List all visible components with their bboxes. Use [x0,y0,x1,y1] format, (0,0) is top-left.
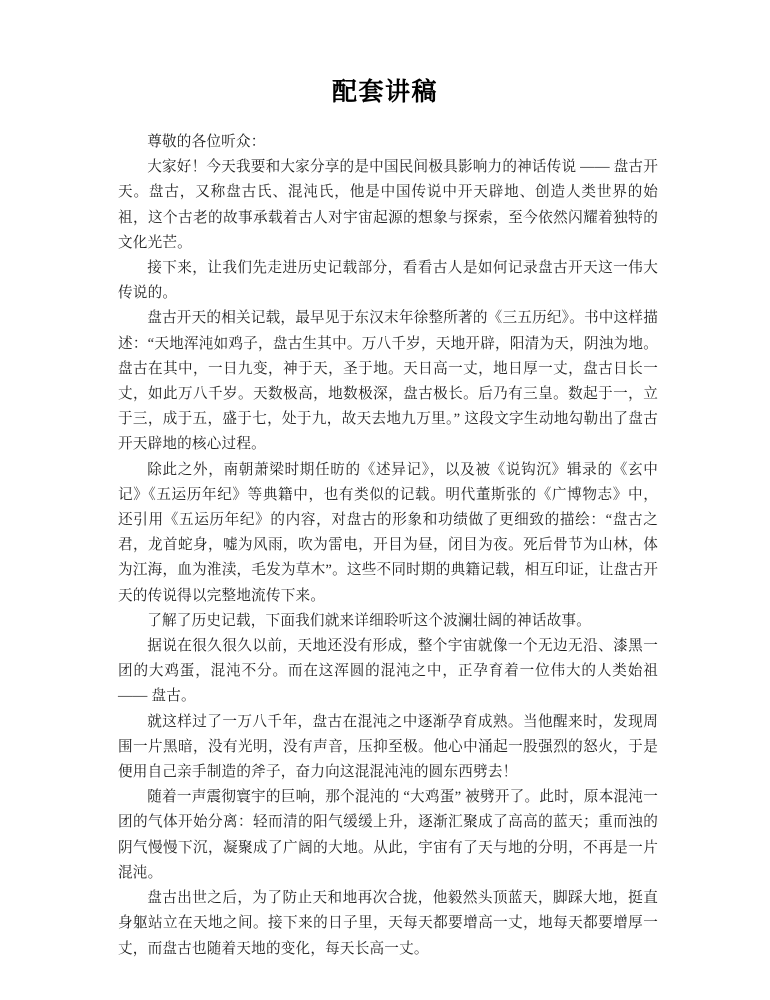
paragraph-sanwu-lizhi-record: 盘古开天的相关记载，最早见于东汉末年徐整所著的《三五历纪》。书中这样描述：“天地浑沌如鸡子，盘古生其中。万八千岁，天地开辟，阳清为天，阴浊为地。盘古在其中，一日九变，神于天，圣于地。天日高一丈，地日厚一丈，盘古日长一丈，如此万八千岁。天数极高，地数极深，盘古极长。后乃有三皇。数起于一，立于三，成于五，盛于七，处于九，故天去地九万里。” 这段文字生动地勾勒出了盘古开天辟地的核心过程。 [118,310,658,453]
paragraph-transition-history: 接下来，让我们先走进历史记载部分，看看古人是如何记录盘古开天这一伟大传说的。 [118,260,658,302]
document-body [0,130,770,962]
paragraph-chaos-egg: 据说在很久很久以前，天地还没有形成，整个宇宙就像一个无边无沿、漆黑一团的大鸡蛋，混沌不分。而在这浑圆的混沌之中，正孕育着一位伟大的人类始祖 —— 盘古。 [118,638,658,705]
page-title: 配套讲稿 [331,79,438,106]
paragraph-other-classics: 除此之外，南朝萧梁时期任昉的《述异记》，以及被《说钩沉》辑录的《玄中记》《五运历年纪》等典籍中，也有类似的记载。明代董斯张的《广博物志》中，还引用《五运历年纪》的内容，对盘古的形象和功绩做了更细致的描绘：“盘古之君，龙首蛇身，嘘为风雨，吹为雷电，开目为昼，闭目为夜。死后骨节为山林，体为江海，血为淮渎，毛发为草木”。这些不同时期的典籍记载，相互印证，让盘古开天的传说得以完整地流传下来。 [118,461,658,604]
paragraph-separation: 随着一声震彻寰宇的巨响，那个混沌的 “大鸡蛋” 被劈开了。此时，原本混沌一团的气体开始分离：轻而清的阳气缓缓上升，逐渐汇聚成了高高的蓝天；重而浊的阴气慢慢下沉，凝聚成了广阔的大地。从此，宇宙有了天与地的分明，不再是一片混沌。 [118,789,658,881]
paragraph-transition-story: 了解了历史记载，下面我们就来详细聆听这个波澜壮阔的神话故事。 [147,612,592,629]
paragraph-holding-sky: 盘古出世之后，为了防止天和地再次合拢，他毅然头顶蓝天，脚踩大地，挺直身躯站立在天地之间。接下来的日子里，天每天都要增高一丈，地每天都要增厚一丈，而盘古也随着天地的变化，每天长高一丈。 [118,890,658,957]
paragraph-intro: 大家好！今天我要和大家分享的是中国民间极具影响力的神话传说 —— 盘古开天。盘古，又称盘古氏、混沌氏，他是中国传说中开天辟地、创造人类世界的始祖，这个古老的故事承载着古人对宇宙起源的想象与探索，至今依然闪耀着独特的文化光芒。 [118,159,658,251]
paragraph-salutation: 尊敬的各位听众： [147,134,266,150]
paragraph-awakening: 就这样过了一万八千年，盘古在混沌之中逐渐孕育成熟。当他醒来时，发现周围一片黑暗，没有光明，没有声音，压抑至极。他心中涌起一股强烈的怒火，于是便用自己亲手制造的斧子，奋力向这混混沌沌的圆东西劈去！ [118,713,658,781]
